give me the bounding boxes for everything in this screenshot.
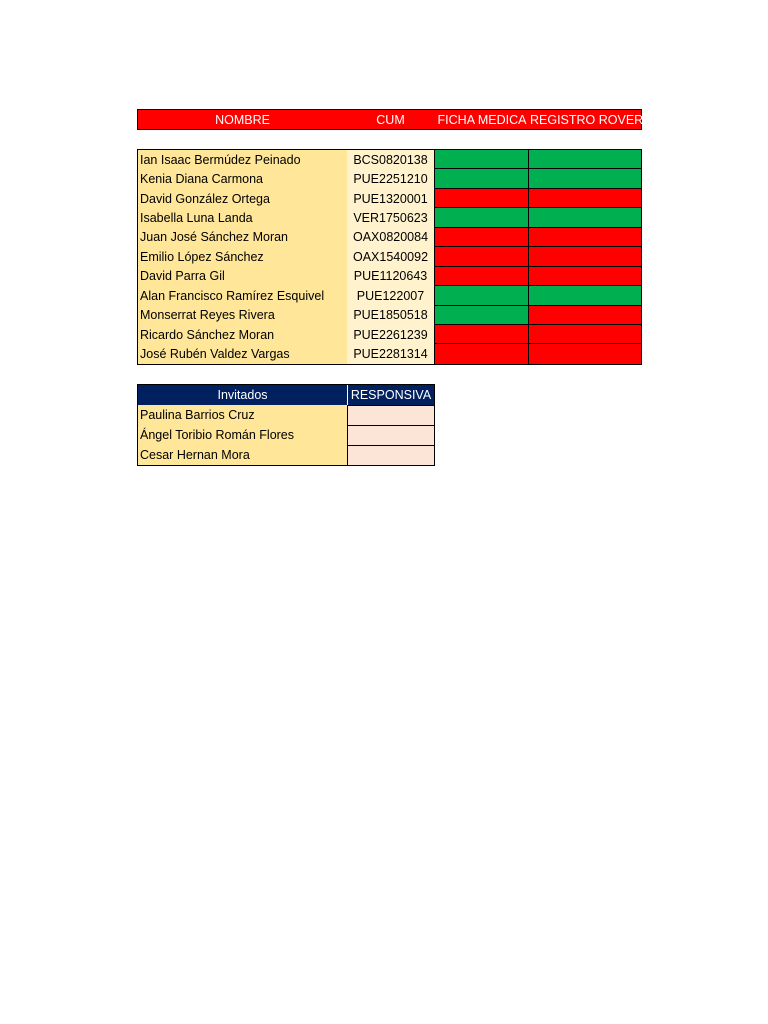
header-nombre: NOMBRE — [215, 112, 270, 127]
ficha-medica-status — [434, 228, 528, 247]
registro-rover-status — [528, 150, 641, 169]
member-cum: PUE1120643 — [347, 267, 434, 286]
table-row — [138, 344, 641, 363]
registro-rover-status — [528, 228, 641, 247]
guest-name: Ángel Toribio Román Flores — [138, 425, 347, 445]
table-row — [138, 286, 641, 305]
guests-table — [137, 384, 435, 466]
member-cum: PUE1850518 — [347, 306, 434, 325]
registro-rover-status — [528, 344, 641, 363]
member-cum: OAX0820084 — [347, 228, 434, 247]
ficha-medica-status — [434, 247, 528, 266]
table-row — [138, 189, 641, 208]
table-row — [138, 169, 641, 188]
member-name: Monserrat Reyes Rivera — [138, 306, 347, 325]
table-row — [138, 445, 434, 465]
registro-rover-status — [528, 247, 641, 266]
member-name: David González Ortega — [138, 189, 347, 208]
roster-table — [137, 149, 642, 365]
member-cum: BCS0820138 — [347, 150, 434, 169]
ficha-medica-status — [434, 286, 528, 305]
ficha-medica-status — [434, 169, 528, 188]
member-cum: PUE2261239 — [347, 325, 434, 344]
ficha-medica-status — [434, 344, 528, 363]
registro-rover-status — [528, 208, 641, 227]
header-invitados: Invitados — [138, 385, 347, 405]
registro-rover-status — [528, 286, 641, 305]
table-row — [138, 425, 434, 445]
guest-name: Cesar Hernan Mora — [138, 445, 347, 465]
header-registro-rover: REGISTRO ROVER — [530, 112, 644, 127]
registro-rover-status — [528, 267, 641, 286]
table-row — [138, 228, 641, 247]
table-row — [138, 267, 641, 286]
member-name: Alan Francisco Ramírez Esquivel — [138, 286, 347, 305]
guest-name: Paulina Barrios Cruz — [138, 405, 347, 425]
member-name: Ricardo Sánchez Moran — [138, 325, 347, 344]
registro-rover-status — [528, 189, 641, 208]
header-responsiva: RESPONSIVA — [347, 385, 434, 405]
table-row — [138, 150, 641, 169]
member-name: Isabella Luna Landa — [138, 208, 347, 227]
registro-rover-status — [528, 306, 641, 325]
ficha-medica-status — [434, 189, 528, 208]
ficha-medica-status — [434, 267, 528, 286]
member-cum: PUE122007 — [347, 286, 434, 305]
member-cum: PUE1320001 — [347, 189, 434, 208]
roster-header — [137, 109, 642, 130]
member-name: David Parra Gil — [138, 267, 347, 286]
responsiva-cell[interactable] — [347, 445, 434, 465]
ficha-medica-status — [434, 150, 528, 169]
member-cum: PUE2281314 — [347, 344, 434, 363]
table-row — [138, 247, 641, 266]
member-name: Juan José Sánchez Moran — [138, 228, 347, 247]
table-row — [138, 405, 434, 425]
registro-rover-status — [528, 169, 641, 188]
ficha-medica-status — [434, 208, 528, 227]
member-cum: OAX1540092 — [347, 247, 434, 266]
table-row — [138, 208, 641, 227]
member-name: José Rubén Valdez Vargas — [138, 344, 347, 363]
member-name: Kenia Diana Carmona — [138, 169, 347, 188]
table-row — [138, 306, 641, 325]
table-row — [138, 325, 641, 344]
member-cum: VER1750623 — [347, 208, 434, 227]
header-ficha-medica: FICHA MEDICA — [437, 112, 527, 127]
responsiva-cell[interactable] — [347, 425, 434, 445]
ficha-medica-status — [434, 325, 528, 344]
member-name: Emilio López Sánchez — [138, 247, 347, 266]
registro-rover-status — [528, 325, 641, 344]
header-cum: CUM — [376, 112, 405, 127]
member-name: Ian Isaac Bermúdez Peinado — [138, 150, 347, 169]
responsiva-cell[interactable] — [347, 405, 434, 425]
member-cum: PUE2251210 — [347, 169, 434, 188]
guests-header — [138, 385, 434, 405]
ficha-medica-status — [434, 306, 528, 325]
